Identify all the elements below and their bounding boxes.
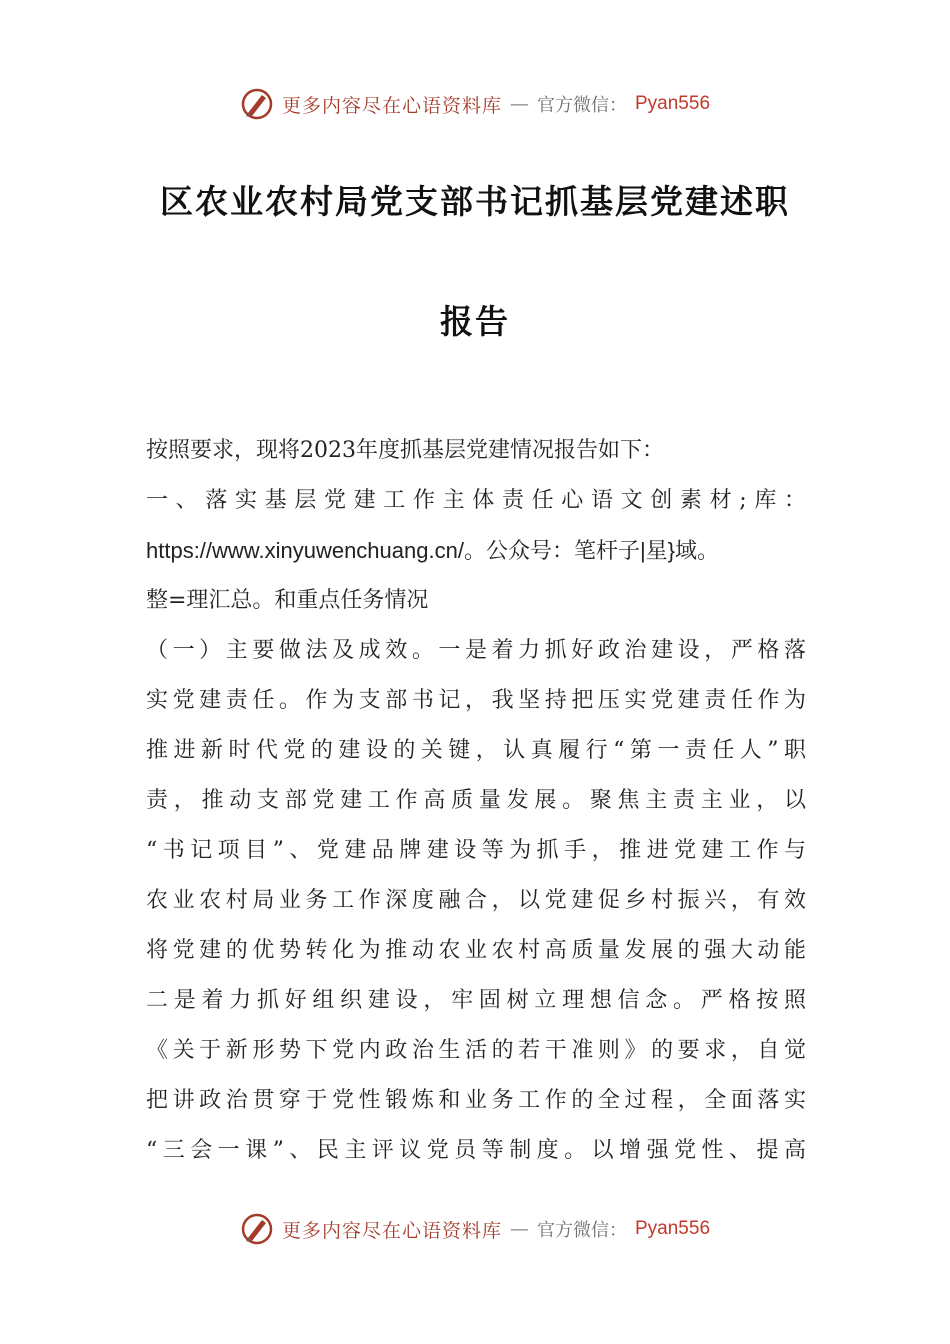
body-line: 将党建的优势转化为推动农业农村高质量发展的强大动能 — [146, 938, 806, 963]
body-line: 农业农村局业务工作深度融合，以党建促乡村振兴，有效 — [146, 888, 806, 913]
body-line: 《关于新形势下党内政治生活的若干准则》的要求，自觉 — [146, 1038, 806, 1063]
watermark-id: Pyan556 — [635, 93, 711, 114]
body-line: “三会一课”、民主评议党员等制度。以增强党性、提高 — [146, 1138, 806, 1163]
document-body — [146, 426, 806, 1176]
body-line: （一）主要做法及成效。一是着力抓好政治建设，严格落 — [146, 638, 806, 663]
body-line: 一、落实基层党建工作主体责任心语文创素材;库： — [146, 488, 806, 513]
watermark-separator: — — [510, 93, 529, 115]
header-watermark — [0, 84, 950, 124]
watermark-separator: — — [510, 1218, 529, 1240]
body-line: 整=理汇总。和重点任务情况 — [146, 588, 429, 613]
footer-watermark — [0, 1209, 950, 1249]
body-line: https://www.xinyuwenchuang.cn/。公众号：笔杆子|星}域。 — [146, 538, 720, 563]
body-line: 责，推动支部党建工作高质量发展。聚焦主责主业，以 — [146, 788, 806, 813]
watermark-id: Pyan556 — [635, 1218, 711, 1239]
pen-logo-icon — [240, 1212, 274, 1246]
body-line: 按照要求，现将2023年度抓基层党建情况报告如下： — [146, 438, 664, 463]
body-line: 实党建责任。作为支部书记，我坚持把压实党建责任作为 — [146, 688, 806, 713]
watermark-brand: 更多内容尽在心语资料库 — [281, 1219, 502, 1242]
body-line: “书记项目”、党建品牌建设等为抓手，推进党建工作与 — [146, 838, 806, 863]
watermark-tail: 官方微信： — [537, 1220, 627, 1241]
watermark-tail: 官方微信： — [537, 95, 627, 116]
body-line: 二是着力抓好组织建设，牢固树立理想信念。严格按照 — [146, 988, 806, 1013]
body-line: 把讲政治贯穿于党性锻炼和业务工作的全过程，全面落实 — [146, 1088, 806, 1113]
pen-logo-icon — [240, 87, 274, 121]
document-title-line-1: 区农业农村局党支部书记抓基层党建述职 — [160, 182, 790, 221]
watermark-brand: 更多内容尽在心语资料库 — [281, 94, 502, 117]
body-line: 推进新时代党的建设的关键，认真履行“第一责任人”职 — [146, 738, 806, 763]
document-title-line-2: 报告 — [440, 302, 510, 341]
